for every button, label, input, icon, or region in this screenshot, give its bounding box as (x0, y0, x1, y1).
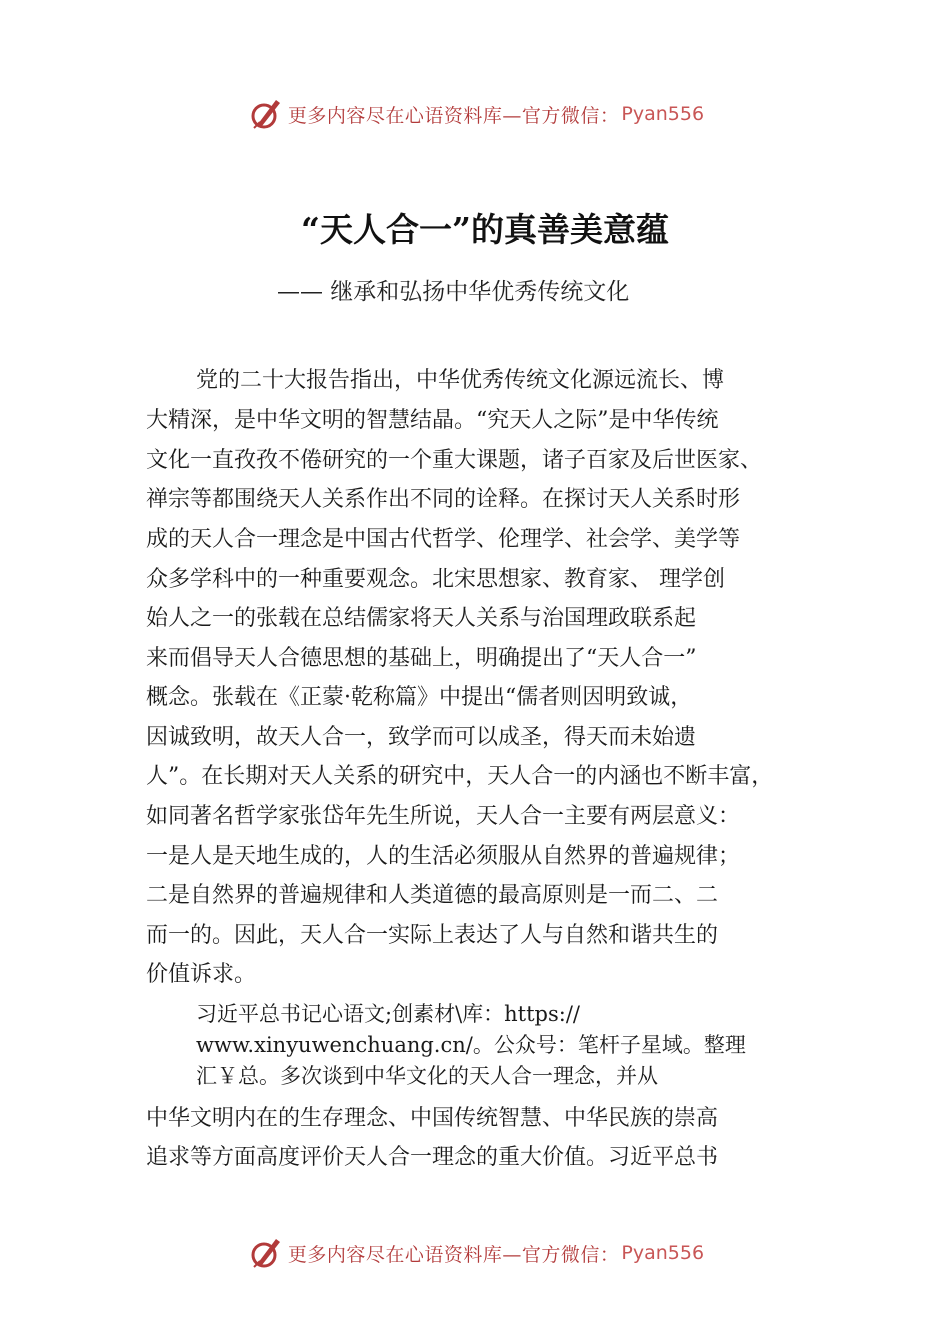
banner-wechat-id: Pyan556 (621, 103, 705, 125)
body-line: 大精深，是中华文明的智慧结晶。“究天人之际”是中华传统 (146, 408, 719, 433)
body-line: 人”。在长期对天人关系的研究中，天人合一的内涵也不断丰富， (146, 764, 774, 789)
header-banner (0, 92, 950, 136)
body-line: 成的天人合一理念是中国古代哲学、伦理学、社会学、美学等 (146, 527, 741, 552)
body-line: 始人之一的张载在总结儒家将天人关系与治国理政联系起 (146, 606, 697, 631)
body-line: 价值诉求。 (146, 962, 257, 987)
article-subtitle: —— 继承和弘扬中华优秀传统文化 (277, 279, 630, 305)
body-line: 党的二十大报告指出，中华优秀传统文化源远流长、博 (196, 368, 725, 393)
article-title: “天人合一”的真善美意蕴 (301, 210, 669, 249)
body-line: 二是自然界的普遍规律和人类道德的最高原则是一而二、二 (146, 883, 719, 908)
body-line: 禅宗等都围绕天人关系作出不同的诠释。在探讨天人关系时形 (146, 487, 741, 512)
body-line: 概念。张载在《正蒙·乾称篇》中提出“儒者则因明致诚， (146, 685, 693, 710)
body-line: 追求等方面高度评价天人合一理念的重大价值。习近平总书 (146, 1145, 719, 1170)
quill-logo-icon (246, 94, 286, 134)
body-line: 而一的。因此，天人合一实际上表达了人与自然和谐共生的 (146, 923, 719, 948)
banner-text: 更多内容尽在心语资料库—官方微信： (287, 1243, 620, 1266)
body-line: 因诚致明，故天人合一，致学而可以成圣，得天而未始遗 (146, 725, 697, 750)
body-line: 众多学科中的一种重要观念。北宋思想家、教育家、 理学创 (146, 567, 725, 592)
source-note-line: 习近平总书记心语文;创素材\库：https:// (196, 1002, 580, 1026)
body-line: 文化一直孜孜不倦研究的一个重大课题，诸子百家及后世医家、 (146, 448, 763, 473)
body-line: 中华文明内在的生存理念、中国传统智慧、中华民族的崇高 (146, 1106, 719, 1131)
banner-wechat-id: Pyan556 (621, 1242, 705, 1264)
banner-text: 更多内容尽在心语资料库—官方微信： (287, 104, 620, 127)
source-note-line: www.xinyuwenchuang.cn/。公众号：笔杆子星域。整理 (196, 1033, 746, 1057)
footer-banner (0, 1231, 950, 1275)
quill-logo-icon (246, 1233, 286, 1273)
body-line: 来而倡导天人合德思想的基础上，明确提出了“天人合一” (146, 646, 697, 671)
body-line: 一是人是天地生成的，人的生活必须服从自然界的普遍规律； (146, 844, 741, 869)
source-note-line: 汇￥总。多次谈到中华文化的天人合一理念，并从 (196, 1064, 658, 1088)
body-line: 如同著名哲学家张岱年先生所说，天人合一主要有两层意义： (146, 804, 741, 829)
